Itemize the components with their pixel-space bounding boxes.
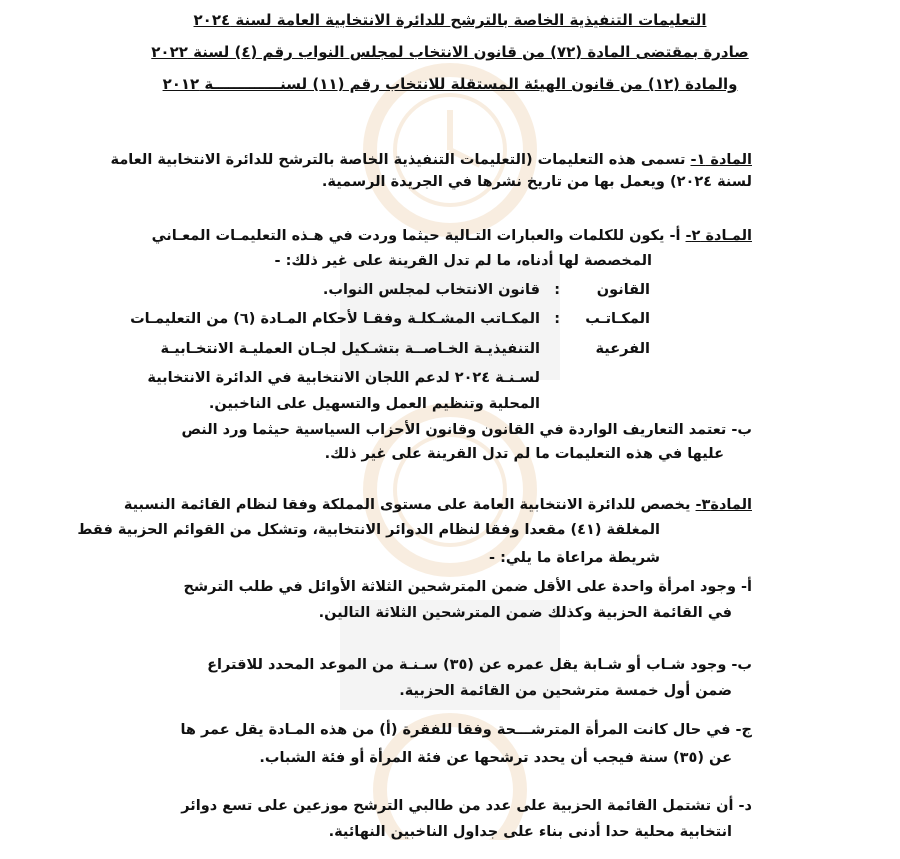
- definition-term-offices-1: المكـاتـب: [585, 311, 650, 327]
- article-2-line-1: أ- يكون للكلمات والعبارات التـالية حيثما وردت في هـذه التعليمـات المعـاني: [151, 228, 681, 244]
- article-3-paragraph: [124, 495, 752, 515]
- article-3-label: المادة٣-: [695, 497, 752, 513]
- definition-text-law: قانون الانتخاب لمجلس النواب.: [322, 282, 540, 298]
- article-2-b-line-2: عليها في هذه التعليمات ما لم تدل القرينة على غير ذلك.: [324, 446, 724, 462]
- definition-term-law: القانون: [596, 282, 650, 298]
- article-3-a-line-2: في القائمة الحزبية وكذلك ضمن المترشحين الثلاثة التالين.: [318, 605, 732, 621]
- article-3-b-line-1: ب- وجود شـاب أو شـابة يقل عمره عن (٣٥) سـنـة من الموعد المحدد للاقتراع: [207, 657, 752, 673]
- article-2-b-line-1: ب- تعتمد التعاريف الواردة في القانون وقانون الأحزاب السياسية حيثما ورد النص: [181, 422, 752, 438]
- article-2-paragraph: [152, 226, 752, 246]
- article-3-a-line-1: أ- وجود امرأة واحدة على الأقل ضمن المترشحين الثلاثة الأوائل في طلب الترشح: [183, 579, 752, 595]
- definition-text-offices-1: المكـاتب المشـكلـة وفقـا لأحكام المـادة (٦) من التعليمـات: [130, 311, 540, 327]
- definition-term-offices-2: الفرعية: [595, 341, 650, 357]
- article-1-paragraph: [111, 150, 752, 170]
- article-1-line-1: تسمى هذه التعليمات (التعليمات التنفيذية الخاصة بالترشح للدائرة الانتخابية العامة: [110, 152, 686, 168]
- article-2-line-2: المخصصة لها أدناه، ما لم تدل القرينة على غير ذلك: -: [274, 253, 652, 269]
- definition-text-offices-4: المحلية وتنظيم العمل والتسهيل على الناخبين.: [208, 396, 540, 412]
- article-1-label: المادة ١-: [690, 152, 752, 168]
- article-3-line-3: شريطة مراعاة ما يلي: -: [489, 550, 660, 566]
- definition-text-offices-3: لسـنـة ٢٠٢٤ لدعم اللجان الانتخابية في الدائرة الانتخابية: [147, 370, 540, 386]
- article-3-c-line-2: عن (٣٥) سنة فيجب أن يحدد ترشحها عن فئة المرأة أو فئة الشباب.: [259, 750, 732, 766]
- header-title-line-3: والمادة (١٢) من قانون الهيئة المستقلة للانتخاب رقم (١١) لسنـــــــــــــة ٢٠١٢: [162, 75, 738, 93]
- definition-text-offices-2: التنفيذيـة الخـاصــة بتشـكيل لجـان العمليـة الانتخـابيـة: [160, 341, 540, 357]
- header-title-line-1: التعليمات التنفيذية الخاصة بالترشح للدائرة الانتخابية العامة لسنة ٢٠٢٤: [193, 11, 707, 29]
- definition-separator-law: :: [554, 282, 560, 298]
- article-3-line-1: يخصص للدائرة الانتخابية العامة على مستوى المملكة وفقا لنظام القائمة النسبية: [123, 497, 691, 513]
- article-1-line-2: لسنة ٢٠٢٤) ويعمل بها من تاريخ نشرها في الجريدة الرسمية.: [321, 174, 752, 190]
- header-title-line-2: صادرة بمقتضى المادة (٧٢) من قانون الانتخاب لمجلس النواب رقم (٤) لسنة ٢٠٢٢: [151, 43, 749, 61]
- article-3-c-line-1: ج- في حال كانت المرأة المترشـــحة وفقا للفقرة (أ) من هذه المـادة يقل عمر ها: [180, 722, 752, 738]
- article-3-line-2: المغلقة (٤١) مقعدا وفقا لنظام الدوائر الانتخابية، وتشكل من القوائم الحزبية فقط: [77, 522, 660, 538]
- article-3-d-line-2: انتخابية محلية حدا أدنى بناء على جداول الناخبين النهائية.: [328, 824, 732, 840]
- article-3-b-line-2: ضمن أول خمسة مترشحين من القائمة الحزبية.: [399, 683, 732, 699]
- article-2-label: المـادة ٢-: [685, 228, 752, 244]
- article-3-d-line-1: د- أن تشتمل القائمة الحزبية على عدد من طالبي الترشح موزعين على تسع دوائر: [181, 798, 752, 814]
- definition-separator-offices: :: [554, 311, 560, 327]
